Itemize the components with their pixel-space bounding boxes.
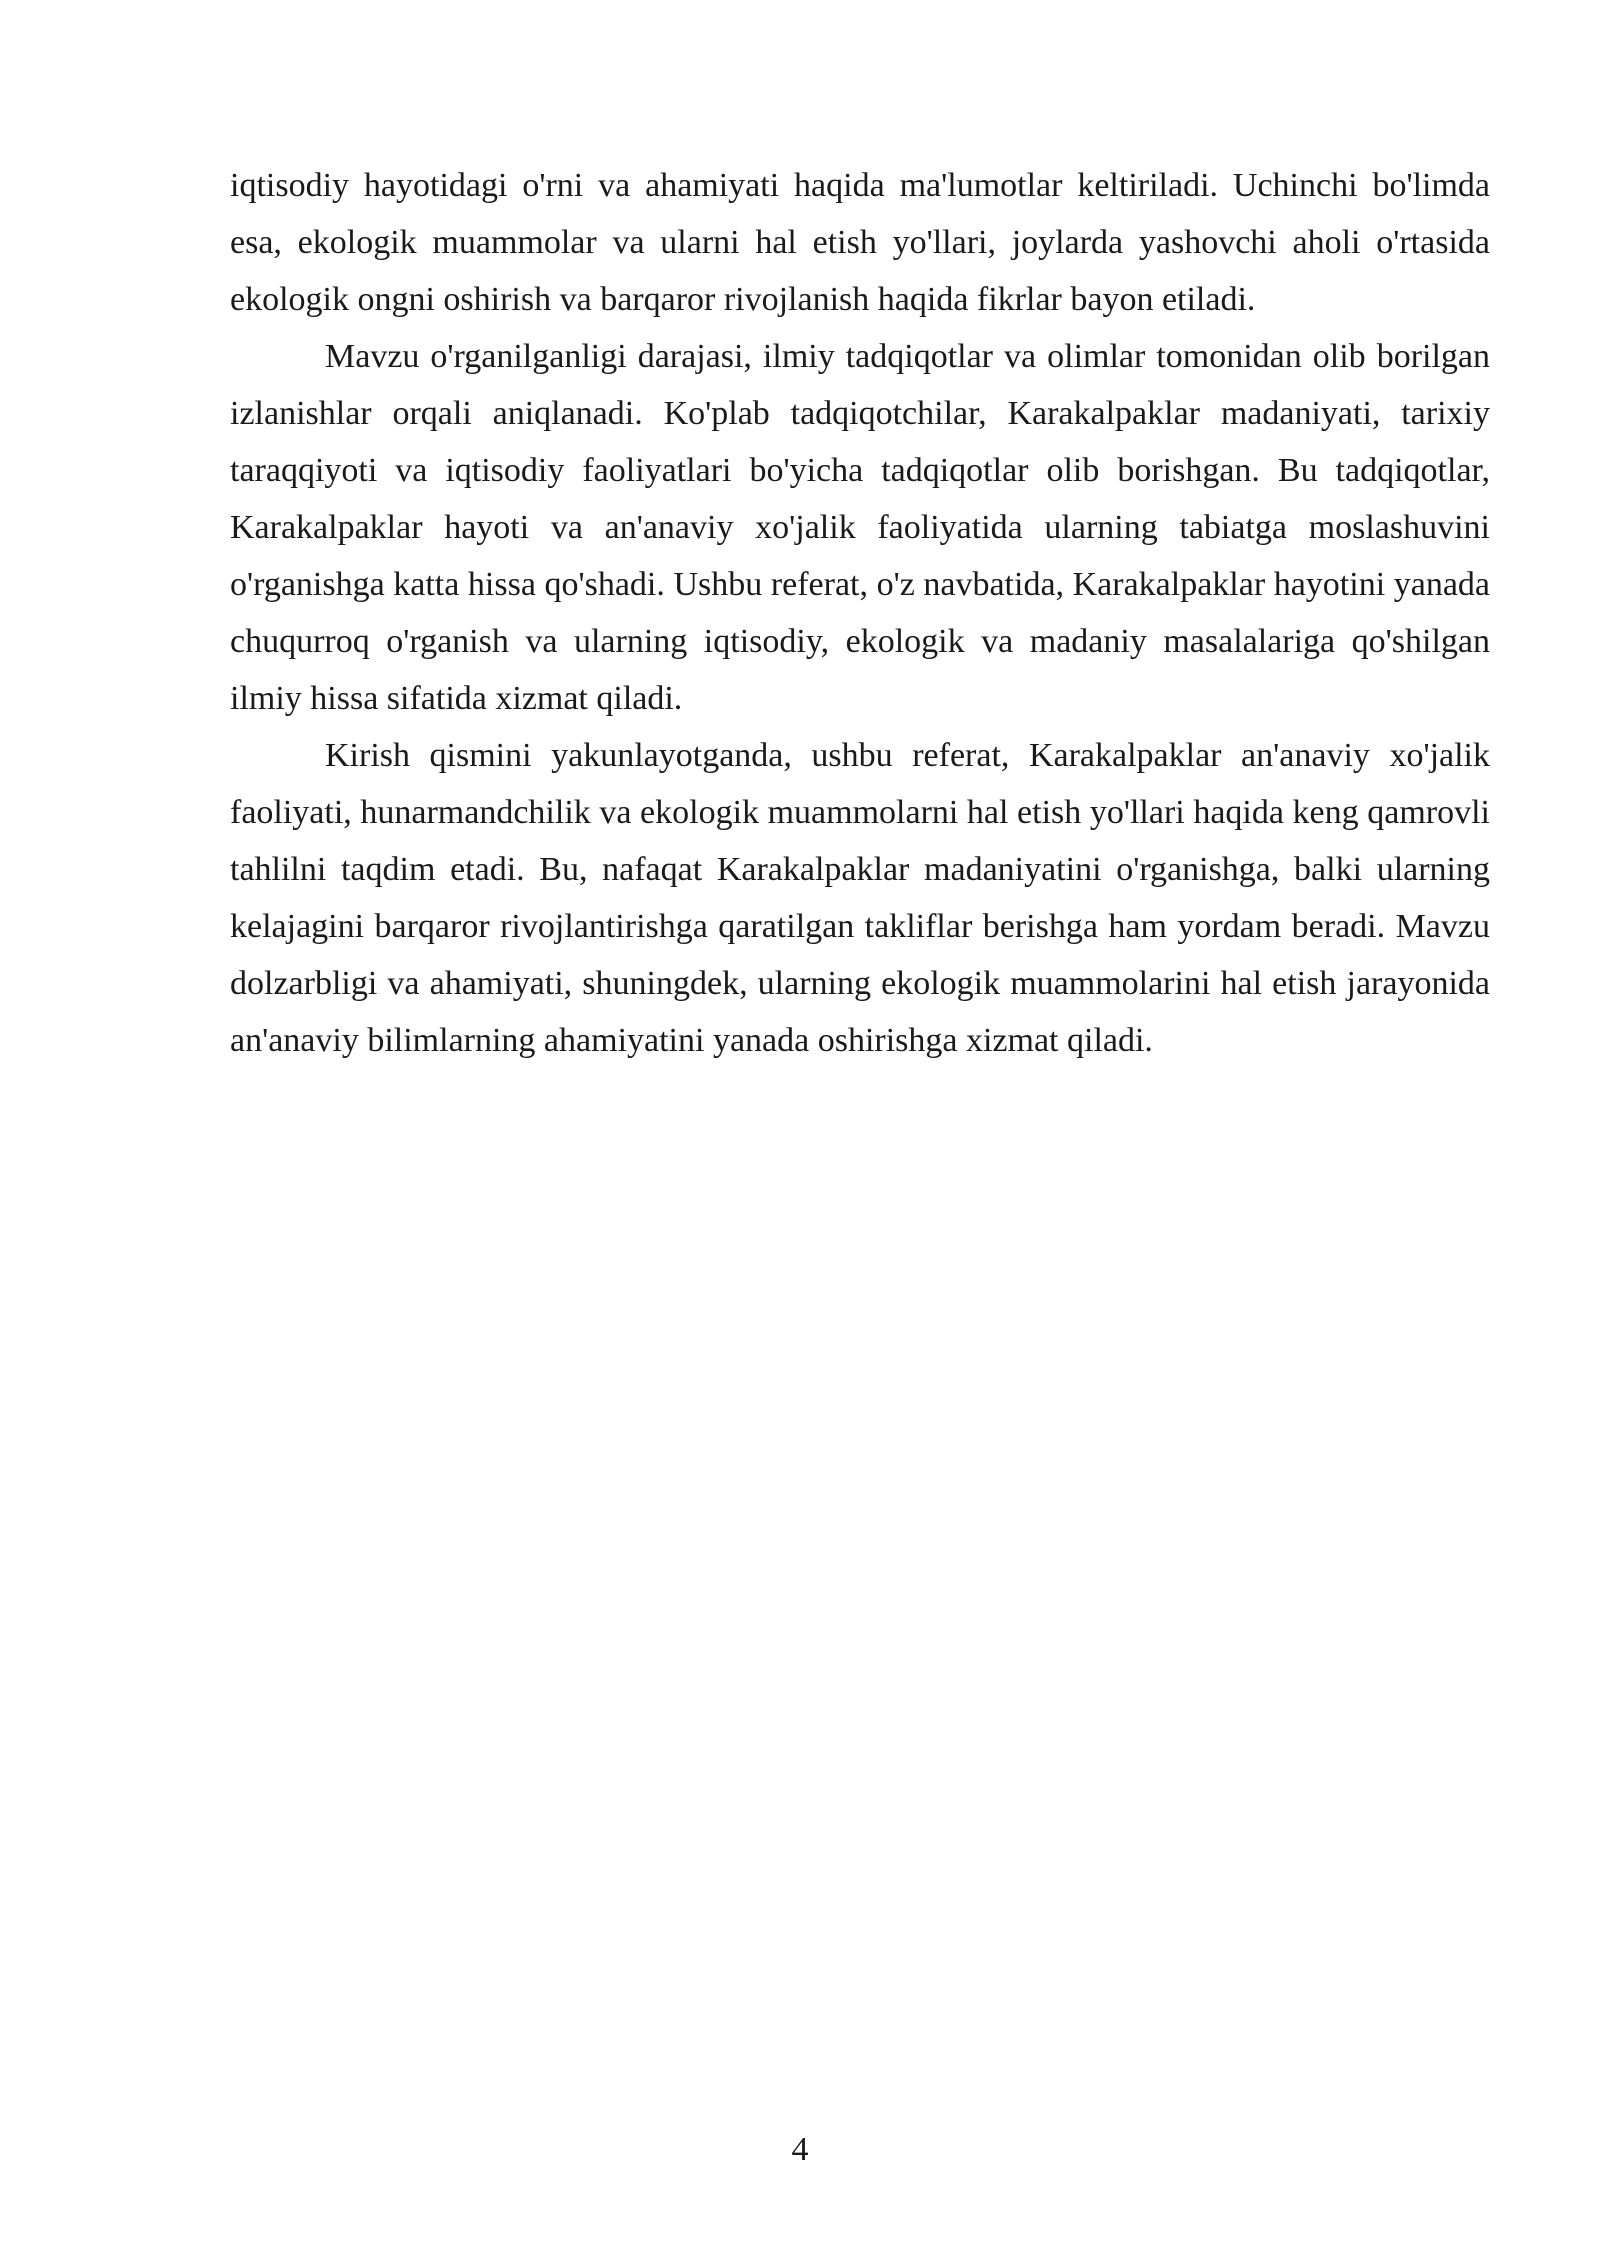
paragraph-2: Mavzu o'rganilganligi darajasi, ilmiy tadqiqotlar va olimlar tomonidan olib borilgan izlanishlar orqali aniqlanadi. Ko'plab tadqiqotchilar, Karakalpaklar madaniyati, tarixiy taraqqiyoti va iqtisodiy faoliyatlari bo'yicha tadqiqotlar olib borishgan. Bu tadqiqotlar, Karakalpaklar hayoti va an'anaviy xo'jalik faoliyatida ularning tabiatga moslashuvini o'rganishga katta hissa qo'shadi. Ushbu referat, o'z navbatida, Karakalpaklar hayotini yanada chuqurroq o'rganish va ularning iqtisodiy, ekologik va madaniy masalalariga qo'shilgan ilmiy hissa sifatida xizmat qiladi. xyxy=(230,338,1490,717)
paragraph-1: iqtisodiy hayotidagi o'rni va ahamiyati haqida ma'lumotlar keltiriladi. Uchinchi bo'limda esa, ekologik muammolar va ularni hal etish yo'llari, joylarda yashovchi aholi o'rtasida ekologik ongni oshirish va barqaror rivojlanish haqida fikrlar bayon etiladi. xyxy=(230,167,1490,318)
document-body xyxy=(230,157,1490,1069)
paragraph-3: Kirish qismini yakunlayotganda, ushbu referat, Karakalpaklar an'anaviy xo'jalik faoliyati, hunarmandchilik va ekologik muammolarni hal etish yo'llari haqida keng qamrovli tahlilni taqdim etadi. Bu, nafaqat Karakalpaklar madaniyatini o'rganishga, balki ularning kelajagini barqaror rivojlantirishga qaratilgan takliflar berishga ham yordam beradi. Mavzu dolzarbligi va ahamiyati, shuningdek, ularning ekologik muammolarini hal etish jarayonida an'anaviy bilimlarning ahamiyatini yanada oshirishga xizmat qiladi. xyxy=(230,737,1490,1059)
page-number: 4 xyxy=(791,2131,809,2168)
